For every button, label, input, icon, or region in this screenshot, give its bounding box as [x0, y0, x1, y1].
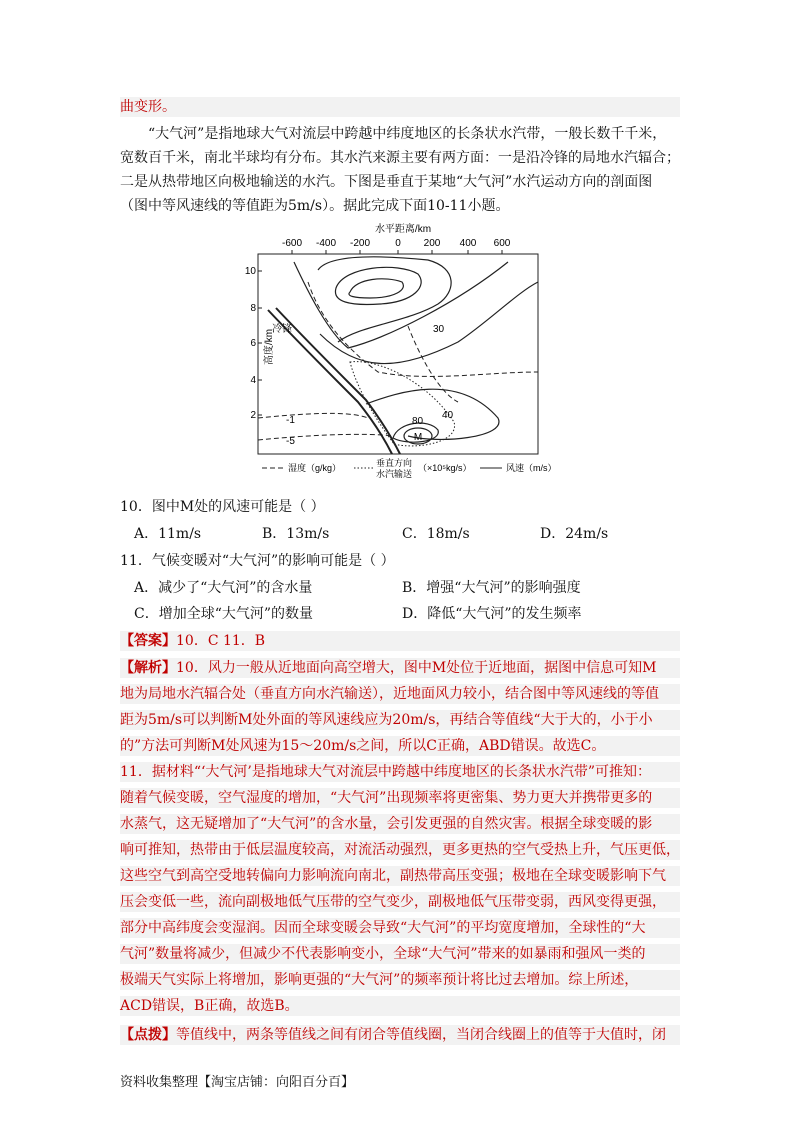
- cold-front-label: 冷锋: [272, 324, 292, 335]
- contour-label-30: 30: [433, 324, 445, 335]
- intro-line-3: 二是从热带地区向极地输送的水汽。下图是垂直于某地“大气河”水汽运动方向的剖面图: [120, 174, 653, 190]
- top-tick: 600: [493, 238, 511, 249]
- question-10-stem: 10．图中M处的风速可能是（ ）: [120, 499, 325, 515]
- question-10-option-b: B．13m/s: [262, 526, 330, 542]
- analysis-line: 极端天气实际上将增加，影响更强的“大气河”的频率预计将比过去增加。综上所述，: [120, 970, 680, 990]
- analysis-line: 气河”数量将减少，但减少不代表影响变小，全球“大气河”带来的如暴雨和强风一类的: [120, 944, 680, 964]
- analysis-line: ACD错误，B正确，故选B。: [120, 996, 680, 1016]
- question-11-option-b: B．增强“大气河”的影响强度: [402, 580, 581, 596]
- top-tick: 200: [423, 238, 441, 249]
- analysis-line: 水蒸气，这无疑增加了“大气河”的含水量，会引发更强的自然灾害。根据全球变暖的影: [120, 814, 680, 834]
- top-tick: 0: [395, 238, 401, 249]
- plot-frame: [258, 254, 538, 454]
- question-11-option-d: D．降低“大气河”的发生频率: [402, 606, 582, 622]
- intro-line-2: 宽数百千米，南北半球均有分布。其水汽来源主要有两方面：一是沿冷锋的局地水汽辐合；: [120, 150, 680, 166]
- left-tick: 8: [250, 303, 256, 314]
- legend-humidity: 湿度（g/kg）: [288, 463, 342, 473]
- answer-text: 10．C 11．B: [176, 633, 266, 649]
- wind-speed-contour: [320, 282, 538, 364]
- left-tick: 2: [250, 410, 256, 421]
- footer-source: 资料收集整理【淘宝店铺：向阳百分百】: [120, 1075, 355, 1090]
- analysis-tag: 【解析】: [120, 660, 176, 676]
- tip-line: [120, 1025, 680, 1045]
- humidity-contour: [308, 282, 538, 376]
- question-10-option-d: D．24m/s: [540, 526, 609, 542]
- wind-speed-contour: [349, 279, 403, 298]
- contour-label-minus-1: -1: [286, 415, 295, 426]
- contour-label-minus-5: -5: [286, 436, 295, 447]
- tip-text: 等值线中，两条等值线之间有闭合等值线圈，当闭合线圈上的值等于大值时，闭: [176, 1027, 666, 1043]
- contour-label-40: 40: [442, 410, 454, 421]
- legend-vapor-unit: （×10⁵kg/s）: [418, 463, 472, 473]
- left-tick: 4: [250, 375, 256, 386]
- legend-vapor-line2: 水汽输送: [376, 469, 413, 479]
- point-m-label: M: [413, 432, 423, 443]
- analysis-line: 的”方法可判断M处风速为15～20m/s之间，所以C正确，ABD错误。故选C。: [120, 736, 680, 756]
- left-tick: 6: [250, 338, 256, 349]
- question-10-option-a: A．11m/s: [134, 526, 202, 542]
- analysis-line: 11．据材料“‘大气河’是指地球大气对流层中跨越中纬度地区的长条状水汽带”可推知：: [120, 762, 680, 782]
- previous-question-tail: 曲变形。: [120, 97, 680, 117]
- top-tick: -400: [315, 238, 337, 249]
- left-axis-title: 高度/km: [264, 328, 275, 366]
- analysis-line: 压会变低一些，流向副极地低气压带的空气变少，副极地低气压带变弱，西风变得更强，: [120, 892, 680, 912]
- humidity-contour: [258, 413, 368, 418]
- tip-tag: 【点拨】: [120, 1027, 176, 1043]
- contour-label-80: 80: [412, 416, 424, 427]
- answer-line: [120, 631, 680, 651]
- wind-speed-contour: [318, 257, 451, 342]
- analysis-line: 距为5m/s可以判断M处外面的等风速线应为20m/s，再结合等值线“大于大的，小于小: [120, 710, 680, 730]
- analysis-line: 随着气候变暖，空气湿度的增加，“大气河”出现频率将更密集、势力更大并携带更多的: [120, 788, 680, 808]
- vapor-transport-contour: [350, 362, 455, 446]
- wind-speed-contour: [294, 262, 508, 348]
- intro-line-1: “大气河”是指地球大气对流层中跨越中纬度地区的长条状水汽带，一般长数千千米，: [148, 126, 667, 142]
- wind-speed-contour: [335, 267, 421, 304]
- top-tick: 400: [459, 238, 477, 249]
- question-10-option-c: C．18m/s: [402, 526, 470, 542]
- top-tick: -200: [349, 238, 371, 249]
- question-11-option-a: A．减少了“大气河”的含水量: [134, 580, 313, 596]
- top-tick: -600: [281, 238, 303, 249]
- intro-line-4: （图中等风速线的等值距为5m/s）。据此完成下面10-11小题。: [120, 198, 510, 214]
- analysis-line-1: [120, 658, 680, 678]
- analysis-line: 这些空气到高空受地转偏向力影响流向南北，副热带高压变强；极地在全球变暖影响下气: [120, 866, 680, 886]
- question-11-option-c: C．增加全球“大气河”的数量: [134, 606, 314, 622]
- legend-wind: 风速（m/s）: [506, 463, 557, 473]
- question-11-stem: 11．气候变暖对“大气河”的影响可能是（ ）: [120, 553, 395, 569]
- analysis-first-text: 10．风力一般从近地面向高空增大，图中M处位于近地面，据图中信息可知M: [176, 660, 657, 676]
- legend-vapor-line1: 垂直方向: [376, 458, 413, 468]
- analysis-line: 部分中高纬度会变湿润。因而全球变暖会导致“大气河”的平均宽度增加，全球性的“大: [120, 918, 680, 938]
- humidity-contour: [258, 434, 394, 440]
- atmospheric-river-cross-section-figure: [244, 222, 558, 480]
- left-tick: 10: [244, 266, 256, 277]
- analysis-line: 响可推知，热带由于低层温度较高，对流活动强烈，更多更热的空气受热上升，气压更低，: [120, 842, 680, 858]
- top-axis-title: 水平距离/km: [374, 224, 432, 235]
- analysis-line: 地为局地水汽辐合处（垂直方向水汽输送），近地面风力较小，结合图中等风速线的等值: [120, 684, 680, 704]
- answer-tag: 【答案】: [120, 633, 176, 649]
